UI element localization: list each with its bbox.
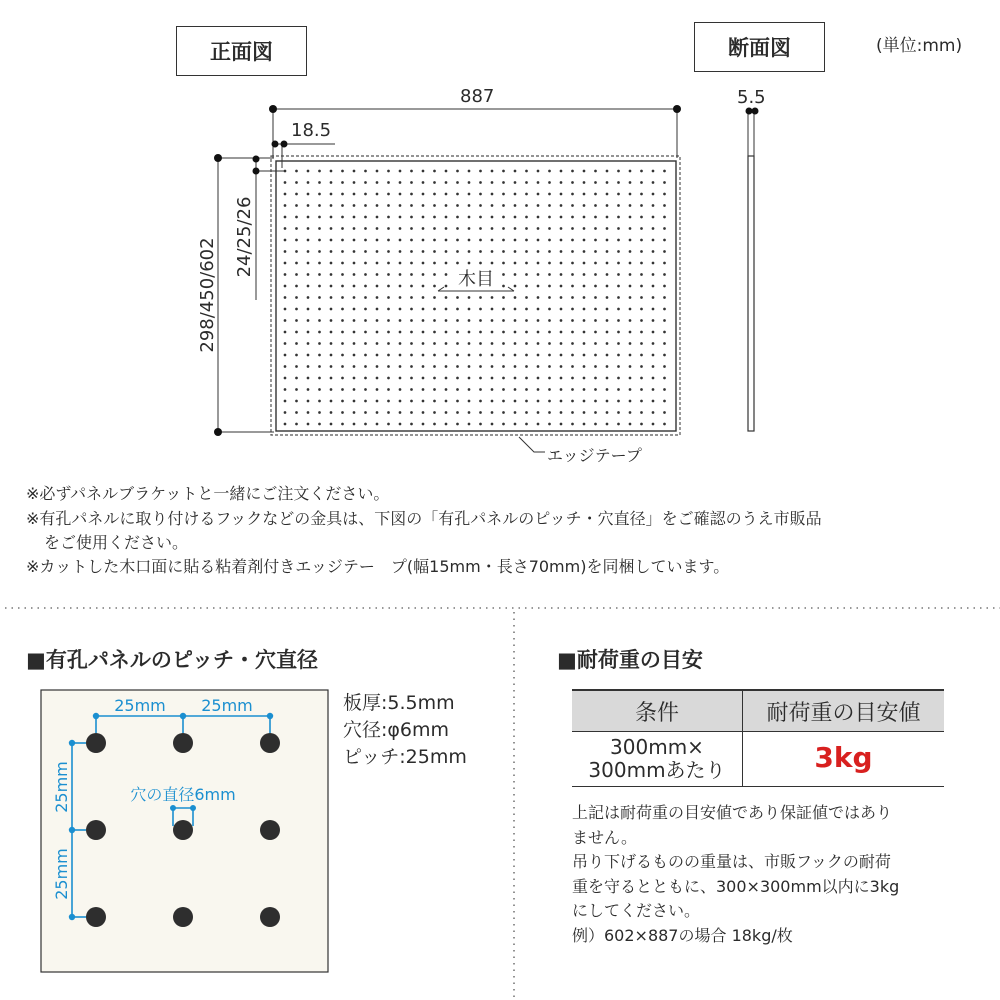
edge-tape-leader (519, 437, 545, 452)
note-2: ※有孔パネルに取り付けるフックなどの金具は、下図の「有孔パネルのピッチ・穴直径」をご確認のうえ市販品 (26, 509, 822, 528)
load-note-5: にしてください。 (572, 901, 701, 920)
load-value-cell (743, 732, 945, 787)
unit-label: (単位:mm) (876, 36, 963, 56)
load-note-6: 例）602×887の場合 18kg/枚 (572, 925, 793, 945)
edge-tape-label: エッジテープ (547, 446, 642, 465)
load-note-1: 上記は耐荷重の目安値であり保証値ではあり (572, 803, 893, 822)
condition-cell (572, 732, 743, 787)
header-load-value: 耐荷重の目安値 (743, 690, 945, 732)
pitch-h1-text: 25mm (114, 696, 166, 715)
thickness-dim-text: 5.5 (737, 87, 766, 108)
load-table-row (572, 732, 944, 787)
load-table (572, 689, 944, 787)
grain-label: 木目 (458, 269, 494, 290)
note-3: ※カットした木口面に貼る粘着剤付きエッジテー プ(幅15mm・長さ70mm)を同梱しています。 (26, 557, 730, 576)
spec-pitch: ピッチ:25mm (343, 746, 467, 768)
condition-line-1: 300mm× (610, 735, 704, 759)
pitch-v1-text: 25mm (52, 761, 71, 813)
spec-thickness: 板厚:5.5mm (343, 692, 455, 714)
front-view-label-text: 正面図 (210, 40, 273, 64)
section-view-label-text: 断面図 (728, 36, 791, 60)
pitch-section-title: ■有孔パネルのピッチ・穴直径 (26, 648, 319, 672)
load-notes (572, 801, 899, 948)
load-value: 3kg (814, 741, 873, 774)
load-note-3: 吊り下げるものの重量は、市販フックの耐荷 (572, 852, 891, 871)
note-2-cont: をご使用ください。 (44, 533, 189, 552)
load-section-title: ■耐荷重の目安 (557, 648, 703, 672)
pitch-h2-text: 25mm (201, 696, 253, 715)
note-1: ※必ずパネルブラケットと一緒にご注文ください。 (26, 484, 390, 503)
pitch-v2-text: 25mm (52, 848, 71, 900)
height-dim-text: 298/450/602 (197, 237, 218, 353)
section-profile (748, 156, 754, 431)
hole-diameter-label: 穴の直径6mm (130, 785, 236, 804)
load-note-2: ません。 (572, 827, 637, 847)
header-condition: 条件 (572, 690, 743, 732)
spec-hole-diameter: 穴径:φ6mm (343, 719, 450, 741)
hole-grid (280, 165, 673, 428)
load-table-header-row (572, 690, 944, 732)
hole-offset-dim-text: 24/25/26 (234, 196, 255, 278)
condition-line-2: 300mmあたり (588, 758, 726, 782)
width-dim-text: 887 (460, 86, 495, 107)
load-note-4: 重を守るとともに、300×300mm以内に3kg (572, 876, 900, 896)
offset-dim-text: 18.5 (291, 120, 332, 141)
